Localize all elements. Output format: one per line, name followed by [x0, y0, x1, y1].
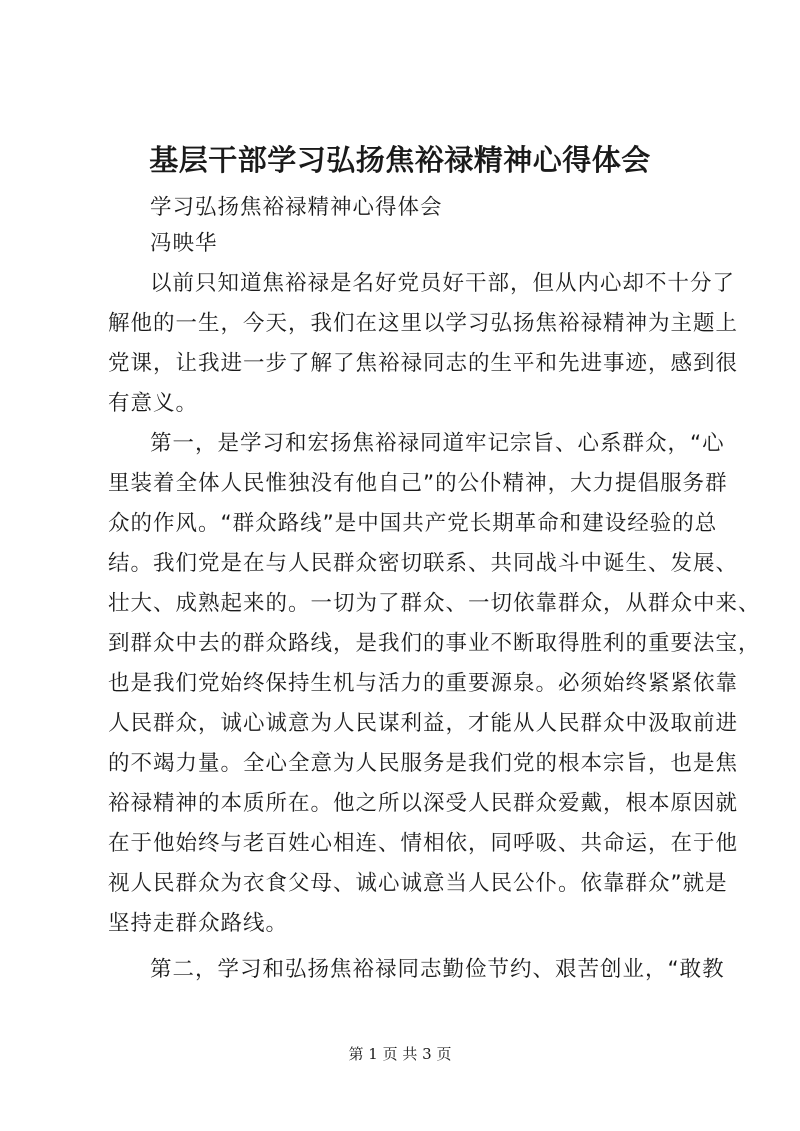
paragraph-line: 解他的一生，今天，我们在这里以学习弘扬焦裕禄精神为主题上	[108, 311, 739, 336]
paragraph-line: 到群众中去的群众路线，是我们的事业不断取得胜利的重要法宝，	[108, 631, 761, 656]
paragraph-line: 第二，学习和弘扬焦裕禄同志勤俭节约、艰苦创业，“敢教	[150, 957, 725, 982]
paragraph-line: 人民群众，诚心诚意为人民谋利益，才能从人民群众中汲取前进	[108, 711, 739, 736]
paragraph-line: 党课，让我进一步了解了焦裕禄同志的生平和先进事迹，感到很	[108, 351, 739, 376]
paragraph-line: 里装着全体人民惟独没有他自己”的公仆精神，大力提倡服务群	[108, 471, 728, 496]
subtitle: 学习弘扬焦裕禄精神心得体会	[150, 195, 443, 220]
paragraph-line: 有意义。	[108, 391, 199, 416]
author: 冯映华	[150, 231, 218, 256]
paragraph-line: 在于他始终与老百姓心相连、情相依，同呼吸、共命运，在于他	[108, 831, 739, 856]
page-footer: 第 1 页 共 3 页	[348, 1045, 452, 1063]
paragraph-line: 也是我们党始终保持生机与活力的重要源泉。必须始终紧紧依靠	[108, 671, 739, 696]
paragraph-line: 第一，是学习和宏扬焦裕禄同道牢记宗旨、心系群众，“心	[150, 431, 725, 456]
paragraph-line: 以前只知道焦裕禄是名好党员好干部，但从内心却不十分了	[150, 271, 736, 296]
paragraph-line: 坚持走群众路线。	[108, 911, 289, 936]
paragraph-line: 视人民群众为衣食父母、诚心诚意当人民公仆。依靠群众”就是	[108, 871, 728, 896]
paragraph-line: 裕禄精神的本质所在。他之所以深受人民群众爱戴，根本原因就	[108, 791, 739, 816]
document-title: 基层干部学习弘扬焦裕禄精神心得体会	[149, 143, 651, 177]
paragraph-line: 结。我们党是在与人民群众密切联系、共同战斗中诞生、发展、	[108, 551, 739, 576]
paragraph-line: 壮大、成熟起来的。一切为了群众、一切依靠群众，从群众中来、	[108, 591, 761, 616]
paragraph-line: 的不竭力量。全心全意为人民服务是我们党的根本宗旨，也是焦	[108, 751, 739, 776]
paragraph-line: 众的作风。“群众路线”是中国共产党长期革命和建设经验的总	[108, 511, 718, 536]
